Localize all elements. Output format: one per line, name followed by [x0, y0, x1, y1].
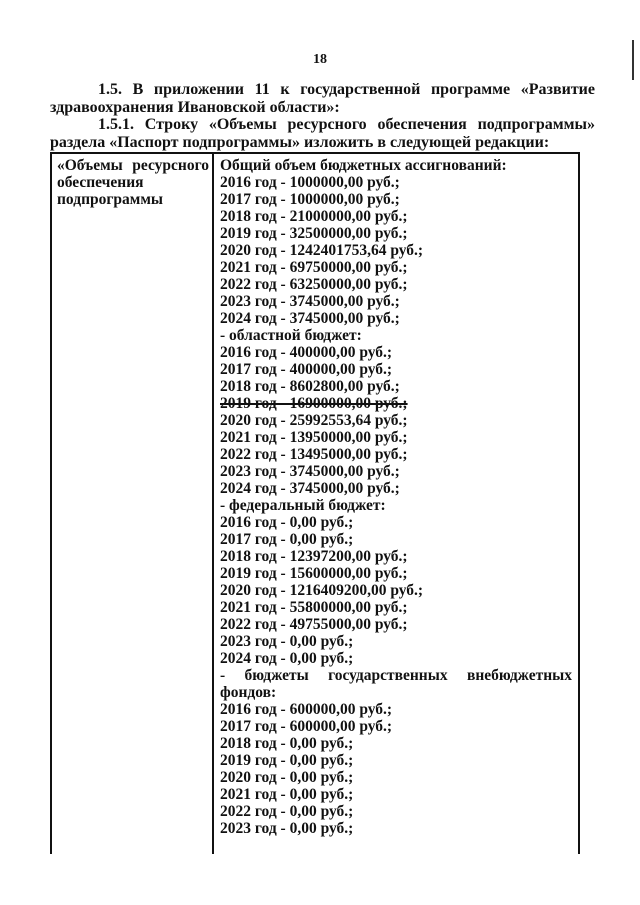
budget-line: 2016 год - 0,00 руб.; — [220, 514, 354, 531]
budget-line: 2024 год - 3745000,00 руб.; — [220, 310, 400, 327]
budget-line: Общий объем бюджетных ассигнований: — [220, 157, 507, 174]
budget-line: 2022 год - 0,00 руб.; — [220, 803, 354, 820]
budget-line: 2020 год - 25992553,64 руб.; — [220, 412, 408, 429]
budget-line: - федеральный бюджет: — [220, 497, 386, 514]
intro-paragraph-1-line-1: 1.5. В приложении 11 к государственной программе «Развитие — [98, 81, 595, 98]
budget-line: 2019 год - 0,00 руб.; — [220, 752, 354, 769]
budget-line: 2020 год - 1242401753,64 руб.; — [220, 242, 424, 259]
left-cell-line: подпрограммы — [57, 191, 164, 208]
budget-line: - областной бюджет: — [220, 327, 362, 344]
budget-line: 2016 год - 600000,00 руб.; — [220, 701, 393, 718]
budget-line: 2020 год - 1216409200,00 руб.; — [220, 582, 424, 599]
budget-line: - бюджеты государственных внебюджетных — [220, 667, 572, 684]
struck-budget-line: 2019 год - 16900000,00 руб.; — [220, 395, 408, 412]
page-number: 18 — [313, 52, 327, 67]
budget-line: 2019 год - 32500000,00 руб.; — [220, 225, 408, 242]
budget-line: 2021 год - 0,00 руб.; — [220, 786, 354, 803]
table-right-column — [216, 154, 578, 854]
budget-line: 2017 год - 600000,00 руб.; — [220, 718, 393, 735]
budget-line: 2022 год - 49755000,00 руб.; — [220, 616, 408, 633]
intro-paragraph-2-line-1: 1.5.1. Строку «Объемы ресурсного обеспечения подпрограммы» — [98, 116, 595, 133]
budget-line: 2024 год - 3745000,00 руб.; — [220, 480, 400, 497]
budget-line: 2021 год - 13950000,00 руб.; — [220, 429, 408, 446]
intro-paragraph-2-line-2: раздела «Паспорт подпрограммы» изложить в следующей редакции: — [50, 134, 550, 151]
budget-line: 2021 год - 69750000,00 руб.; — [220, 259, 408, 276]
intro-paragraph-1 — [50, 81, 595, 117]
budget-line: 2022 год - 63250000,00 руб.; — [220, 276, 408, 293]
left-cell-line: «Объемы ресурсного — [57, 157, 209, 174]
budget-line: 2024 год - 0,00 руб.; — [220, 650, 354, 667]
budget-line: 2023 год - 0,00 руб.; — [220, 633, 354, 650]
budget-line: 2016 год - 1000000,00 руб.; — [220, 174, 400, 191]
budget-line: 2018 год - 8602800,00 руб.; — [220, 378, 400, 395]
budget-line: 2023 год - 3745000,00 руб.; — [220, 293, 400, 310]
left-cell-line: обеспечения — [57, 174, 144, 191]
budget-line: 2023 год - 0,00 руб.; — [220, 820, 354, 837]
scan-edge-mark — [632, 40, 634, 80]
budget-line: 2022 год - 13495000,00 руб.; — [220, 446, 408, 463]
table-left-column — [52, 154, 214, 854]
budget-line: 2018 год - 21000000,00 руб.; — [220, 208, 408, 225]
budget-line: 2017 год - 1000000,00 руб.; — [220, 191, 400, 208]
budget-line: 2017 год - 0,00 руб.; — [220, 531, 354, 548]
budget-line: 2018 год - 12397200,00 руб.; — [220, 548, 408, 565]
budget-line: 2021 год - 55800000,00 руб.; — [220, 599, 408, 616]
budget-line: 2020 год - 0,00 руб.; — [220, 769, 354, 786]
resource-table — [50, 152, 580, 854]
intro-paragraph-1-line-2: здравоохранения Ивановской области»: — [50, 99, 340, 116]
intro-paragraph-2 — [50, 116, 595, 152]
budget-line: 2016 год - 400000,00 руб.; — [220, 344, 393, 361]
budget-line: 2017 год - 400000,00 руб.; — [220, 361, 393, 378]
budget-line: 2023 год - 3745000,00 руб.; — [220, 463, 400, 480]
budget-line: фондов: — [220, 684, 277, 701]
budget-line: 2019 год - 15600000,00 руб.; — [220, 565, 408, 582]
budget-line: 2018 год - 0,00 руб.; — [220, 735, 354, 752]
